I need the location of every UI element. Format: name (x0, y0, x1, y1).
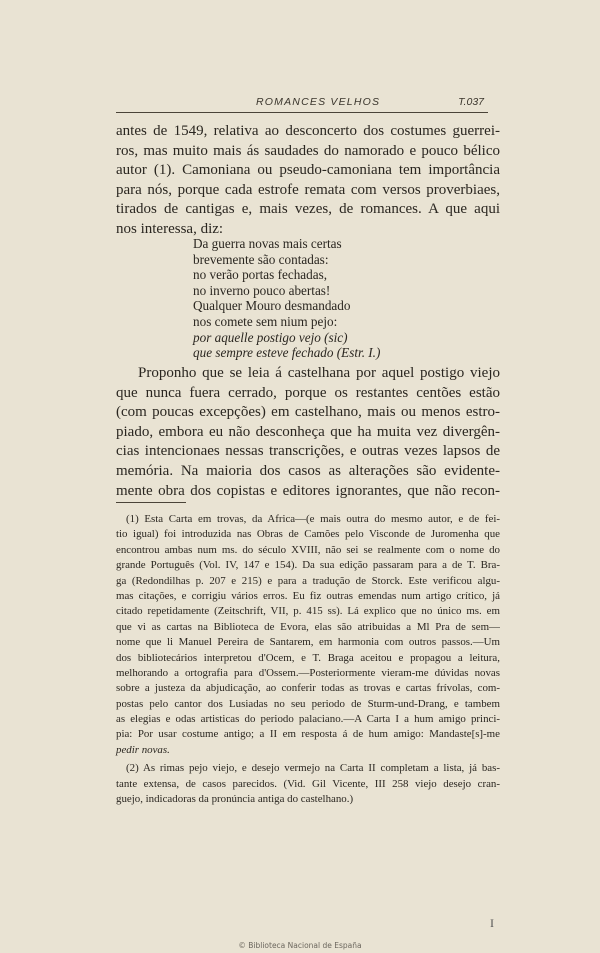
verse-line: no inverno pouco abertas! (193, 282, 331, 298)
text-line: memória. Na maioria dos casos as alterações são evidente- (116, 462, 500, 479)
text-line: para nós, porque cada estrofe remata com versos proverbiaes, (116, 181, 500, 198)
verse-line: brevemente são contadas: (193, 251, 329, 267)
text-line: mente obra dos copistas e editores ignorantes, que não recon- (116, 482, 500, 499)
verse-line: nos comete sem nium pejo: (193, 313, 338, 329)
footnote-line: citado repetidamente (Zeitschrift, VII, p. 415 ss). Lá explico que no único ms. em (116, 605, 500, 618)
header-rule (116, 112, 488, 113)
footnote-line: que vi as cartas na Biblioteca de Evora, elas são atribuidas a Ml Pra de sem— (116, 620, 500, 633)
text-line: autor (1). Camoniana ou pseudo-camoniana tem importância (116, 162, 500, 179)
footnote-line: postas pelo cantor dos Lusiadas no seu periodo de Sturm-und-Drang, e tambem (116, 697, 500, 710)
verse-line: Da guerra novas mais certas (193, 236, 342, 251)
page-header (116, 94, 488, 114)
verse-line: que sempre esteve fechado (Estr. I.) (193, 345, 381, 361)
footnote-line: mas citações, e corrigiu vários erros. Eu fiz outras emendas num artigo crítico, já (116, 589, 500, 602)
verse-quote (193, 236, 380, 361)
footnote-line: pia: Por usar costume antigo; a II em resposta á de hum amigo: Mandaste[s]-me (116, 728, 500, 741)
footnote-line: as elegias e odas artisticas do periodo palaciano.—A Carta I a hum amigo princi- (116, 713, 500, 726)
text-line: tirados de cantigas e, mais vezes, de romances. A que aqui (116, 201, 500, 218)
footnote-line: dos bibliotecários interpretou d'Ocem, e T. Braga aceitou e propagou a leitura, (116, 651, 500, 664)
footnote-line: ga (Redondilhas p. 207 e 215) e para a tradução de Storck. Este verificou algu- (116, 574, 500, 587)
footnote-line: tante extensa, de casos parecidos. (Vid. Gil Vicente, III 258 viejo desejo cran- (116, 777, 500, 790)
verse-line: por aquelle postigo vejo (sic) (193, 329, 348, 345)
text-line: nos interessa, diz: (116, 220, 224, 237)
footnote-1 (116, 512, 500, 758)
footnote-line: grande Português (Vol. IV, 147 e 154). Da sua edição passaram para a de T. Bra- (116, 559, 500, 572)
verse-line: no verão portas fechadas, (193, 267, 328, 283)
footnote-2 (116, 761, 500, 807)
footnotes (116, 512, 500, 807)
footnote-line: guejo, indicadoras da pronúncia antiga do castelhano.) (116, 793, 354, 806)
text-line: (com poucas excepções) em castelhano, mais ou menos estro- (116, 404, 500, 421)
text-line: Proponho que se leia á castelhana por aquel postigo viejo (138, 365, 500, 381)
text-line: piado, embora eu não desconheça que ha muita vez divergên- (116, 423, 500, 440)
verse-line: Qualquer Mouro desmandado (193, 298, 351, 314)
text-line: antes de 1549, relativa ao desconcerto dos costumes guerrei- (116, 123, 500, 139)
footnote-line: encontrou ambas num ms. do século XVIII, não sei se realmente com o nome do (116, 543, 500, 556)
text-line: cias intencionaes nessas transcrições, e outras vezes lapsos de (116, 443, 500, 460)
text-line: ros, mas muito mais ás saudades do namorado e pouco bélico (116, 142, 500, 159)
text-line: que nunca fuera cerrado, porque os restantes centões estão (116, 384, 500, 401)
footnote-line: (2) As rimas pejo viejo, e desejo vermejo na Carta II completam a lista, já bas- (126, 762, 500, 775)
copyright-credit: © Biblioteca Nacional de España (238, 941, 362, 950)
footnote-line: sobre a justeza da abjudicação, ao conferir todas as trovas e cartas frívolas, com- (116, 682, 500, 695)
footnote-line: tio igual) foi introduzida nas Obras de Camões pelo Visconde de Juromenha que (116, 528, 500, 541)
page-number: T.037 (458, 96, 484, 108)
footnote-line: nome que li Manuel Pereira de Santarem, em harmonia com outros passos.—Um (116, 636, 500, 649)
signature-mark: I (490, 916, 494, 930)
paragraph-1 (116, 122, 500, 240)
footnote-line: pedir novas. (116, 743, 170, 756)
footnote-line: (1) Esta Carta em trovas, da Africa—(e mais outra do mesmo autor, e de fei- (126, 513, 500, 525)
paragraph-2 (116, 364, 500, 501)
footnote-rule (116, 502, 186, 503)
running-title: ROMANCES VELHOS (256, 96, 381, 108)
footnote-line: melhorando a ortografia para d'Ossem.—Posteriormente vieram-me dúvidas novas (116, 666, 500, 679)
